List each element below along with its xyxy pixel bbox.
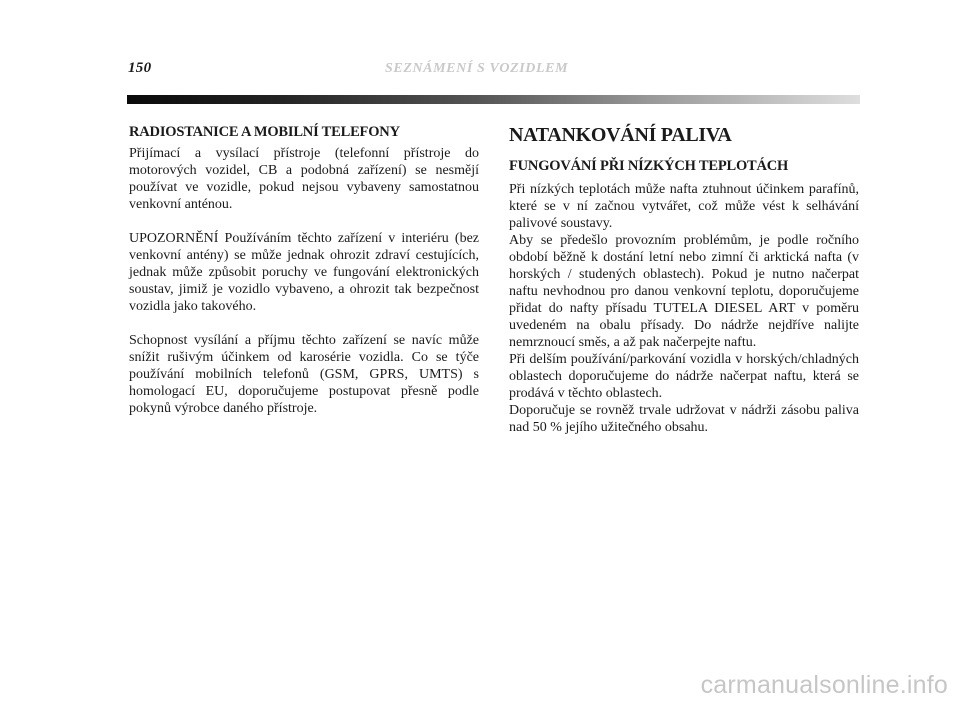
radio-warning-paragraph: UPOZORNĚNÍ Používáním těchto zařízení v interiéru (bez venkovní antény) se může jednak ohrozit zdraví cestujících, jednak může způsobit poruchy ve fungování elektronických soustav, jimiž je vozidlo vybaveno, a ohrozit tak bezpečnost vozidla jako takového. <box>129 231 479 314</box>
running-header: SEZNÁMENÍ S VOZIDLEM <box>385 61 569 76</box>
fuel-main-heading: NATANKOVÁNÍ PALIVA <box>509 124 732 146</box>
radio-paragraph-1: Přijímací a vysílací přístroje (telefonní přístroje do motorových vozidel, CB a podobná zařízení) se nesmějí používat ve vozidle, pokud nejsou vybaveny samostatnou venkovní anténou. <box>129 146 479 212</box>
fuel-paragraph-1: Při nízkých teplotách může nafta ztuhnout účinkem parafínů, které se v ní začnou vytvářet, což může vést k selhávání palivové soustavy. <box>509 182 859 231</box>
radio-paragraph-3: Schopnost vysílání a příjmu těchto zařízení se navíc může snížit rušivým účinkem od karosérie vozidla. Co se týče používání mobilních telefonů (GSM, GPRS, UMTS) s homologací EU, doporučujeme postupovat přesně podle pokynů výrobce daného přístroje. <box>129 333 479 416</box>
page-number: 150 <box>128 60 152 76</box>
header-rule <box>127 95 860 104</box>
left-column <box>129 120 479 417</box>
low-temperature-subheading: FUNGOVÁNÍ PŘI NÍZKÝCH TEPLOTÁCH <box>509 158 789 174</box>
radio-section-heading: RADIOSTANICE A MOBILNÍ TELEFONY <box>129 124 400 140</box>
right-column <box>509 120 859 436</box>
fuel-paragraph-2: Aby se předešlo provozním problémům, je podle ročního období běžně k dostání letní nebo zimní či arktická nafta (v horských / studených oblastech). Pokud je nutno načerpat naftu nevhodnou pro danou venkovní teplotu, doporučujeme přidat do nafty přísadu TUTELA DIESEL ART v poměru uvedeném na obalu přísady. Do nádrže nejdříve nalijte nemrznoucí směs, a až pak načerpejte naftu. <box>509 233 859 350</box>
watermark-link[interactable]: carmanualsonline.info <box>700 671 948 699</box>
fuel-paragraph-4: Doporučuje se rovněž trvale udržovat v nádrži zásobu paliva nad 50 % jejího užitečného obsahu. <box>509 403 859 435</box>
fuel-paragraph-3: Při delším používání/parkování vozidla v horských/chladných oblastech doporučujeme do nádrže načerpat naftu, která se prodává v těchto oblastech. <box>509 352 859 401</box>
